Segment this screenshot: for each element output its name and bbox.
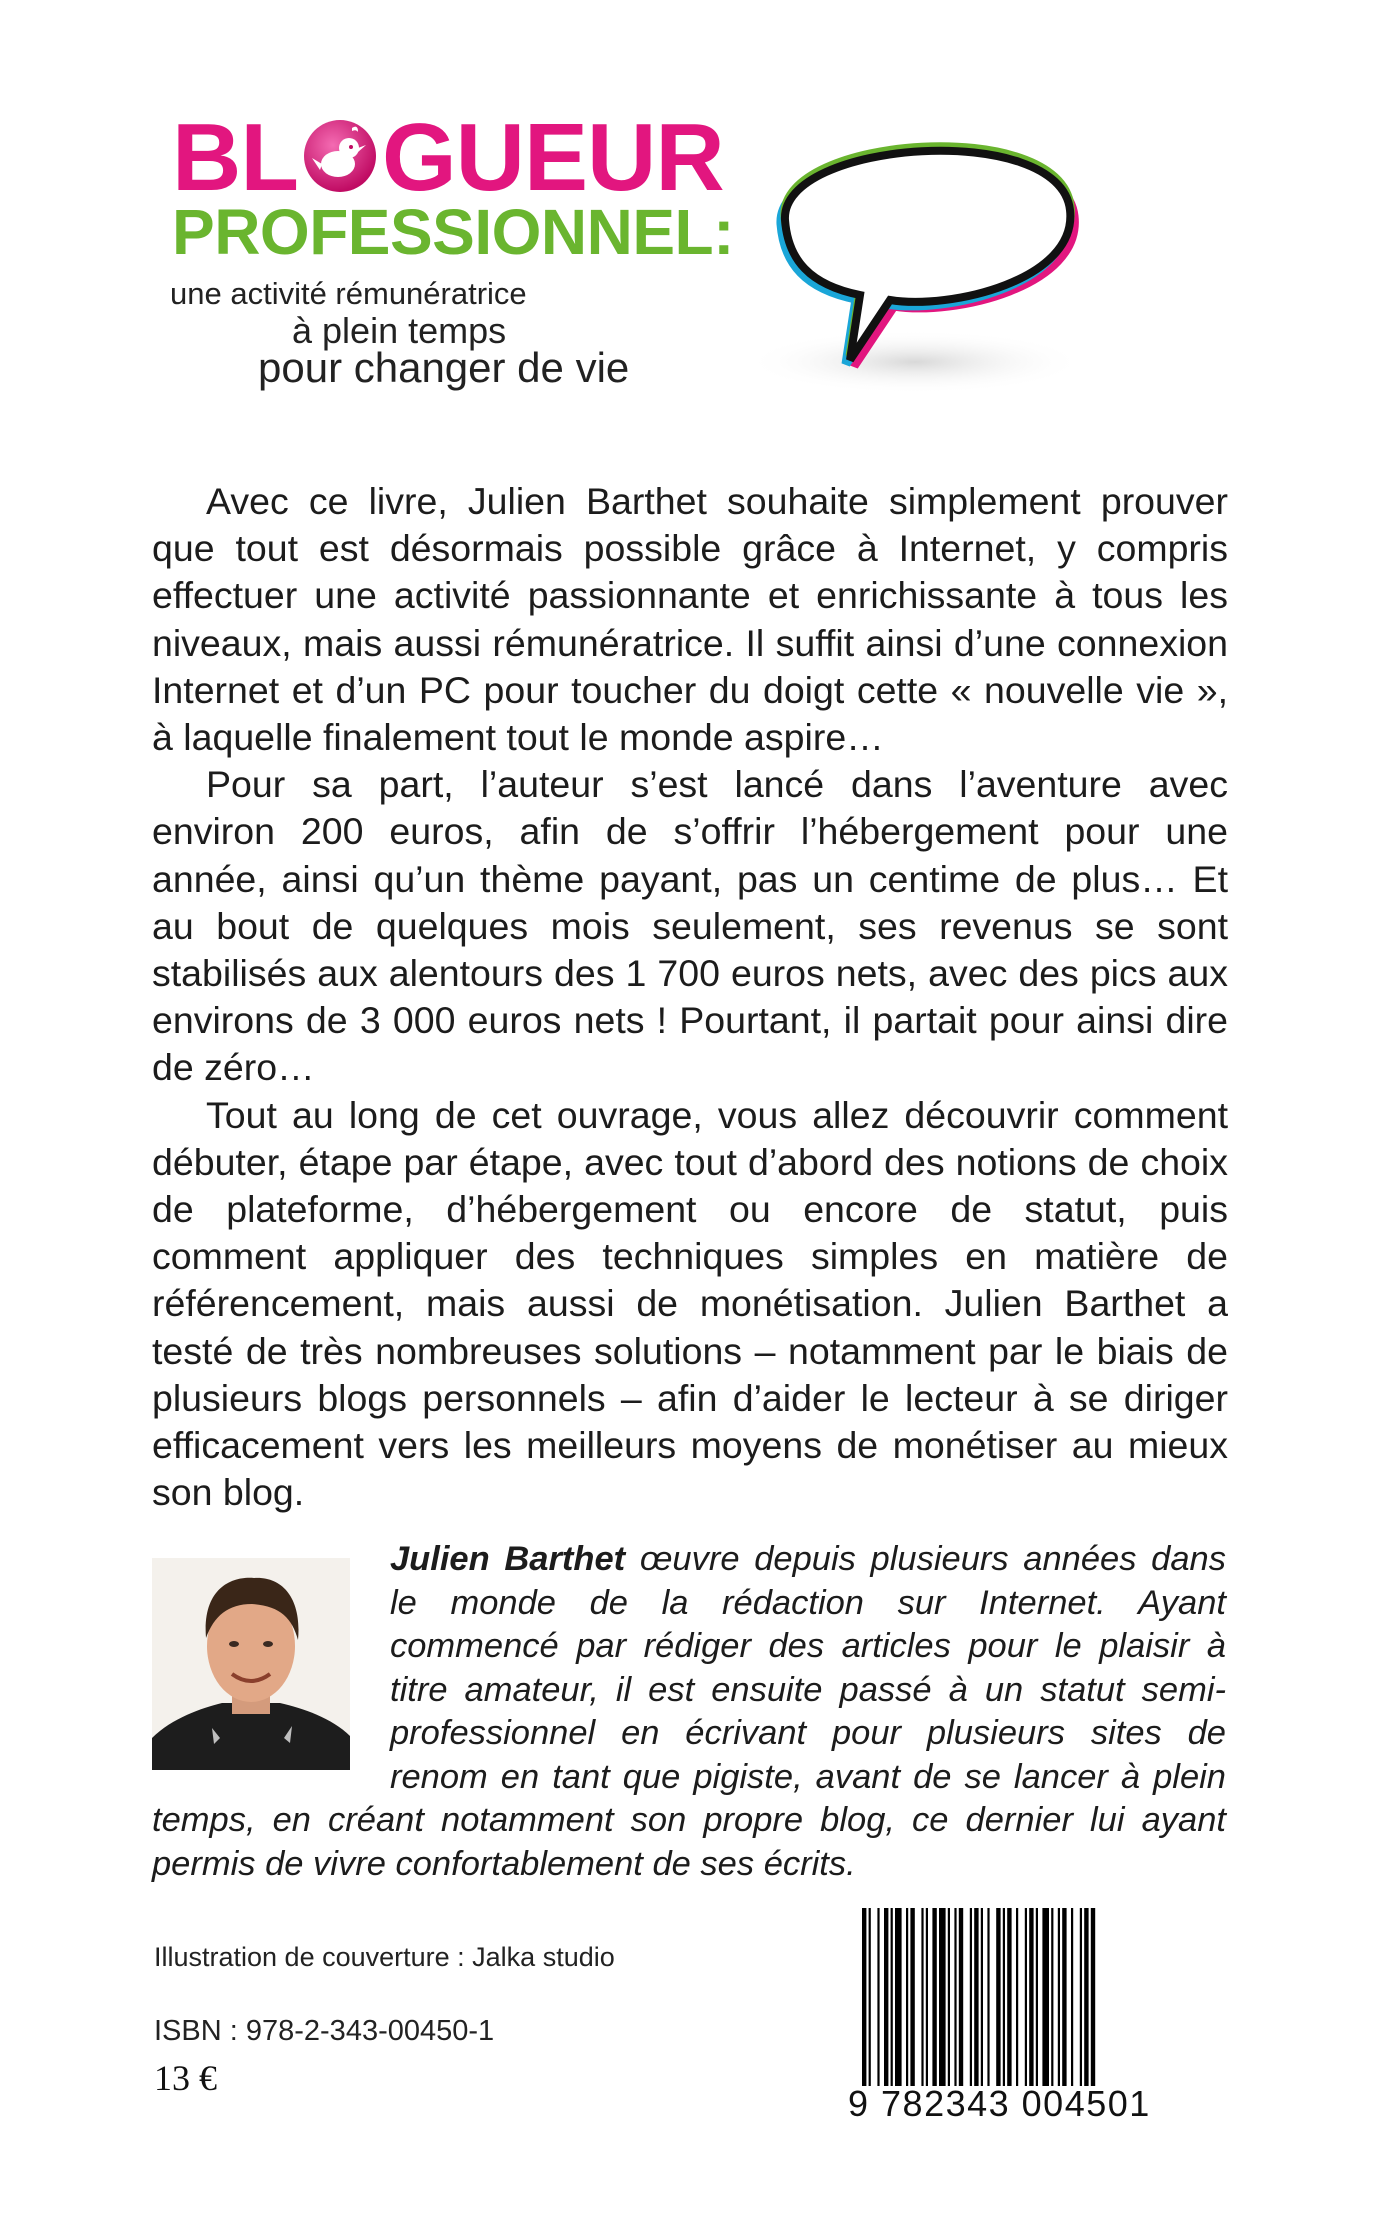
barcode-bar [1080, 1908, 1082, 2108]
bird-logo-icon [300, 114, 380, 194]
title-part-1: BL [172, 104, 298, 211]
description-paragraph: Tout au long de cet ouvrage, vous allez découvrir comment débuter, étape par étape, avec tout d’abord des notions de choix de plateforme, d’hébergement ou encore de statut, puis comment appliquer des techniques simples en matière de référencement, mais aussi de monétisation. Julien Barthet a testé de très nombreuses solutions – notamment par le biais de plusieurs blogs personnels – afin d’aider le lecteur à se diriger efficacement vers les meilleurs moyens de monétiser au mieux son blog. [152, 1093, 1228, 1514]
description-paragraph: Avec ce livre, Julien Barthet souhaite simplement prouver que tout est désormais possible grâce à Internet, y compris effectuer une activité passionnante et enrichissante à tous les niveaux, mais aussi rémunératrice. Il suffit ainsi d’une connexion Internet et d’un PC pour toucher du doigt cette « nouvelle vie », à laquelle finalement tout le monde aspire… [152, 480, 1228, 759]
barcode-bar [910, 1908, 914, 2108]
barcode-bar [1062, 1908, 1066, 2108]
barcode [858, 1908, 1188, 2108]
book-description [152, 478, 1228, 1516]
author-bio [152, 1538, 1226, 1886]
subtitle-line-1: une activité rémunératrice [170, 276, 527, 311]
barcode-bar [895, 1908, 902, 2108]
barcode-bar [926, 1908, 928, 2108]
barcode-bar [987, 1908, 989, 2108]
barcode-bar [981, 1908, 983, 2108]
barcode-bar [932, 1908, 936, 2108]
barcode-bar [921, 1908, 923, 2108]
barcode-bar [1007, 1908, 1011, 2108]
speech-bubble-icon [740, 100, 1090, 400]
barcode-bar [970, 1908, 972, 2108]
barcode-bar [1058, 1908, 1060, 2108]
subtitle-line-2: à plein temps [292, 310, 507, 351]
barcode-bar [906, 1908, 908, 2108]
barcode-bar [877, 1908, 879, 2108]
subtitle-line-3: pour changer de vie [258, 344, 630, 391]
barcode-bar [1036, 1908, 1038, 2108]
barcode-bar [862, 1908, 866, 2108]
barcode-bar [891, 1908, 893, 2108]
barcode-bar [974, 1908, 978, 2108]
barcode-bar [884, 1908, 888, 2108]
barcode-bar [954, 1908, 956, 2108]
cover-credit: Illustration de couverture : Jalka studio [154, 1942, 615, 1972]
barcode-bar [996, 1908, 1000, 2108]
author-name: Julien Barthet [390, 1540, 626, 1578]
barcode-bar [869, 1908, 871, 2108]
barcode-bar [1003, 1908, 1005, 2108]
barcode-bar [1091, 1908, 1095, 2108]
barcode-bar [1029, 1908, 1033, 2108]
book-title [172, 104, 724, 211]
barcode-bar [1042, 1908, 1049, 2108]
barcode-bar [948, 1908, 950, 2108]
barcode-bar [1051, 1908, 1053, 2108]
author-bio-text: œuvre depuis plusieurs années dans le monde de la rédaction sur Internet. Ayant commencé par rédiger des articles pour le plaisir à titre amateur, il est ensuite passé à un statut semi-professionnel en écrivant pour plusieurs sites de renom en tant que pigiste, avant de se lancer à plein temps, en créant notamment son propre blog, ce dernier lui ayant permis de vivre confortablement de ses écrits. [152, 1540, 1226, 1883]
barcode-number: 9 782343 004501 [848, 2083, 1151, 2124]
barcode-bar [939, 1908, 946, 2108]
price: 13 € [154, 2058, 217, 2098]
title-part-2: GUEUR [381, 104, 724, 211]
isbn: ISBN : 978-2-343-00450-1 [154, 2015, 495, 2047]
book-title-line-2: PROFESSIONNEL: [172, 196, 734, 268]
barcode-bar [1016, 1908, 1018, 2108]
barcode-bar [1084, 1908, 1088, 2108]
barcode-bar [1071, 1908, 1073, 2108]
barcode-bar [1025, 1908, 1027, 2108]
barcode-bar [959, 1908, 963, 2108]
description-paragraph: Pour sa part, l’auteur s’est lancé dans l’aventure avec environ 200 euros, afin de s’offrir l’hébergement pour une année, ainsi qu’un thème payant, pas un centime de plus… Et au bout de quelques mois seulement, ses revenus se sont stabilisés aux alentours des 1 700 euros nets, avec des pics aux environs de 3 000 euros nets ! Pourtant, il partait pour ainsi dire de zéro… [152, 763, 1228, 1089]
